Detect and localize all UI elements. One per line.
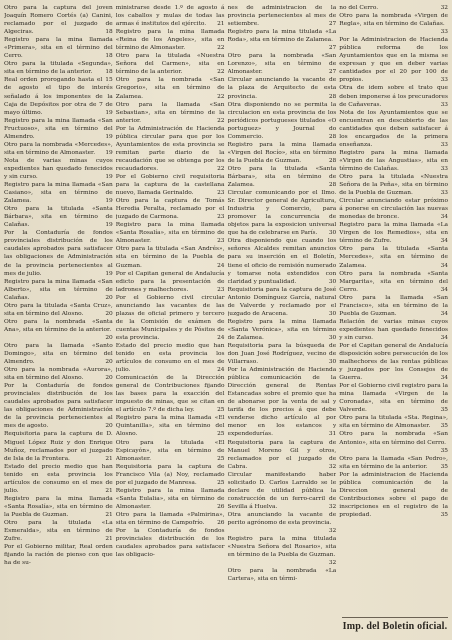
index-entry-page-number: 28 (328, 93, 337, 100)
index-entry-page-number: 34 (440, 262, 448, 269)
index-entry-page-number: 21 (105, 487, 113, 494)
index-entry-text: Otro para la titulada «San Andrés», sita en término de la Puebla de Guzman. (115, 246, 225, 269)
index-entry-text: Otro para la nombrada «Mercedes», sita en término de Almonaster. (4, 141, 113, 156)
index-entry (228, 366, 337, 438)
index-column-4 (339, 4, 448, 636)
index-entry (228, 471, 337, 511)
index-entry-text: Otro para la nombrada «Aurora», sita en término del Alosno. (4, 367, 113, 382)
index-entry (339, 270, 448, 294)
index-entry (116, 4, 225, 28)
index-entry-page-number: 34 (440, 286, 448, 293)
index-entry-page-number: 19 (105, 222, 113, 229)
index-entry (228, 237, 337, 285)
index-entry-page-number: 24 (217, 367, 225, 374)
index-entry-page-number: 23 (217, 286, 225, 293)
index-entry (116, 28, 225, 52)
index-entry-page-number: 33 (440, 29, 448, 36)
index-entry-page-number: 35 (440, 463, 448, 470)
index-entry (228, 189, 337, 237)
index-entry-text: Circular manifestando haber solicitado D. Carlos Larraldo se le declare de utilidad pública la construcción de un ferro-carril de Sevilla á Huelva. (227, 471, 337, 510)
index-entry-text: Otro para la llamada «San Sebastian», sita en término de la anterior. (115, 101, 225, 124)
index-entry-text: Por la Administración de Hacienda pública comunicación de la Dirección general de Rentas Estancadas sobre el premio que ha de abonarse por la venta de sal y tarifa de los precios á que debe venderse dicho artículo al por menor en los estancos y expendedurías. (227, 367, 337, 438)
index-entry-text: Otra disponiendo que cuando los señores Alcaldes remitan anuncios para su inserción en el Boletín, tiene el oficio de remisión numerado y tomarse nota extendidos con claridad y puntualidad. (227, 238, 337, 285)
index-entry (339, 318, 448, 342)
index-entry-page-number: 18 (105, 29, 113, 36)
index-entry (116, 125, 225, 173)
index-entry-text: Por la Contaduría de fondos provinciales distribución de los caudales aprobados para satisfacer las obligacio- (115, 528, 225, 559)
index-entry (228, 141, 337, 165)
index-entry-text: Otro para la titulada «Santa Mercedes», sita en término de Zalamea. (339, 246, 448, 269)
index-entry (116, 173, 225, 197)
index-entry-text: Registro para la mina llamada «El Quintanilla», sita en término del Alosno. (115, 415, 225, 438)
index-entry (228, 101, 337, 141)
index-entry (4, 205, 113, 229)
index-entry-page-number: 18 (105, 53, 113, 60)
index-entry-text: Otro para la llamada «San Francisco», sita en término de la Puebla de Guzman. (339, 294, 448, 317)
index-entry-text: Otro para la llamada «Santo Domingo», sita en término del Almendro. (4, 342, 113, 366)
index-entry-text: Real orden prorogando hasta el 15 de agosto el tipo de interés señalado á los imponentes de la Caja de Depósitos por otra de 7 de mayo último. (4, 77, 113, 116)
index-entry (116, 487, 225, 511)
index-entry (4, 181, 113, 205)
index-entry-page-number: 20 (105, 294, 113, 301)
index-entry-page-number: 19 (105, 270, 113, 277)
index-entry-page-number: 32 (328, 503, 337, 510)
index-entry (339, 471, 448, 519)
index-entry-text: Registro para la mina llamada «Santa Rosalía», sita en término de Almonaster. (115, 222, 225, 245)
index-entry (339, 4, 448, 12)
index-entry-text: Por la Contaduría de fondos provinciales distribución de los caudales aprobados para satisfacer las obligaciones de Administración de la provincia pertenecientes al mes de agosto. (4, 383, 113, 430)
index-entry-page-number: 35 (440, 511, 448, 518)
index-entry-text: Requisitoria para la captura de Francisco Vila (a) Noy, reclamado por el juzgado de Manresa. (115, 463, 225, 486)
index-entry-text: Estado del precio medio que han tenido en esta provincia los artículos de consumo en el mes de julio. (4, 463, 113, 494)
index-entry (339, 221, 448, 245)
index-entry-text: Requisitoria para la captura de D. Miguel López Ruiz y don Enrique Muñoz, reclamados por el juzgado de Isla de la Frontera. (4, 431, 113, 462)
index-entry-page-number: 34 (440, 238, 448, 245)
index-entry (116, 197, 225, 221)
index-entry-text: Otro para la titulada «Segunda», sita en término de la anterior. (4, 61, 113, 76)
index-entry-page-number: 31 (328, 431, 337, 438)
index-entry (339, 382, 448, 414)
index-entry (116, 511, 225, 527)
index-entry-text: Por el Gobierno militar, Real orden fijando la ración de pienso con que ha de su- (4, 544, 113, 567)
index-entry-text: Por el Gobierno civil requisitoria para la captura de la castellana nuevo, llamada Gerinaldo. (115, 173, 225, 197)
index-entry-page-number: 34 (440, 214, 448, 221)
index-entry-page-number: 22 (217, 45, 225, 52)
index-entry (4, 76, 113, 116)
index-entry-text: Circular comunicando por el Ilmo. Sr. Director general de Agricultura, Industria y Comercio, para promover la concurrencia de objetos para la exposicion universal que ha de celebrarse en París. (227, 190, 337, 237)
index-entry (4, 495, 113, 519)
index-entry (4, 430, 113, 462)
index-entry-page-number: 35 (440, 423, 448, 430)
index-entry-page-number: 19 (105, 149, 113, 156)
index-entry-text: Otro para la llamada «San Pedro», sita en término de la anterior. (339, 455, 448, 470)
index-entry-text: Registro para la mina llamada «Reina de los Angeles», sita en término de Almonaster. (115, 29, 225, 52)
index-entry (228, 318, 337, 342)
index-entry (228, 28, 337, 52)
index-entry (228, 286, 337, 318)
index-column-3 (228, 4, 337, 636)
index-entry-text: nes de administracion de la provincia pertenecientes al mes de setiembre. (227, 5, 337, 28)
index-entry-page-number: 25 (217, 407, 225, 414)
index-entry-page-number: 20 (105, 423, 113, 430)
index-entry (4, 141, 113, 157)
index-entry-page-number: 20 (105, 359, 113, 366)
index-entry-page-number: 20 (105, 334, 113, 341)
index-entry (4, 60, 113, 76)
index-entry-page-number: 33 (440, 190, 448, 197)
index-entry-text: Por la Administracion de Hacienda pública reforma de los Ayuntamientos que en la misma se expresan y que en deber varias cantidades por el 20 por 100 de propios. (339, 37, 448, 84)
index-entry-page-number: 34 (440, 310, 448, 317)
index-entry-page-number: 20 (105, 375, 113, 382)
index-entry-page-number: 19 (105, 109, 113, 116)
index-entry (116, 414, 225, 438)
index-entry-page-number: 22 (217, 93, 225, 100)
index-entry-text: Registro para la mina llamada «San Fructuoso», sita en término del Almendro. (4, 117, 113, 140)
index-entry-page-number: 33 (440, 165, 448, 172)
index-entry-text: Por la Contaduría de fondos provinciales distribución de los caudales aprobados para satisfacer las obligaciones de Administración de la provincia pertenecientes al mes de julio. (4, 230, 113, 277)
index-entry-text: Otra disponiendo no se permita la circulacion en esta provincia de los periódicos portugueses titulados «O portuguez» y Journal do Commercio. (227, 101, 337, 140)
index-entry-page-number: 33 (440, 141, 448, 148)
index-entry-page-number: 22 (217, 117, 225, 124)
index-entry-text: Por el Capitan general de Andalucía edicto para la presentación de ladrones y malhechores. (115, 270, 225, 293)
index-entry-text: Por el Gobierno civil circular anunciando las vacantes de las plazas de oficial primero y tercero de la Comisión de exámen de cuentas Municipales y de Pósitos de esta provincia. (115, 294, 225, 341)
index-entry (116, 527, 225, 559)
index-entry-text: Requisitoria para la búsqueda de don Juan José Rodríguez, vecino de Villarraso. (227, 342, 337, 366)
index-entry-page-number: 21 (105, 511, 113, 518)
index-entry-page-number: 26 (217, 503, 225, 510)
index-entry-text: Estado del precio medio que han tenido en esta provincia los artículos de consumo en el mes de julio. (115, 342, 225, 374)
index-entry-text: Registro para la mina llamada «Santa Verónica», sita en término de Zalamea. (227, 318, 337, 341)
index-entry-text: Registro para la mina llamada «Virgen del Rocío», sita en término de la Puebla de Guzman. (227, 141, 337, 164)
index-entry (339, 12, 448, 36)
index-entry-text: Registro para la mina llamada «Santa Rosalía», sita en término de la Puebla de Guzman. (4, 495, 113, 518)
index-entry-text: Otro para la captura de Tomás Heredia Peralta, reclamado por el juzgado de Carmona. (115, 198, 225, 221)
index-entry-page-number: 21 (105, 536, 113, 543)
index-entry (116, 221, 225, 245)
index-entry-page-number: 19 (105, 198, 113, 205)
index-entry (228, 4, 337, 28)
index-entry (339, 342, 448, 382)
index-entry-text: Otro para la nombrada «San Antonio», sita en término del Cerro. (339, 431, 448, 446)
index-entry (228, 535, 337, 567)
index-entry-text: Otro para la nombrada «San Lorenzo», sita en término de Almonaster. (227, 53, 337, 76)
index-entry-text: Otro para la nombrada «La Cartera», sita en térmi- (227, 568, 337, 583)
index-entry-text: Otra anunciando la vacante de perito agrónomo de esta provincia. (227, 511, 337, 526)
index-entry-page-number: 28 (328, 157, 337, 164)
index-entry (4, 117, 113, 141)
index-entry (4, 543, 113, 567)
index-entry-text: Otro para la titulada «El Espicayón», sita en término de Almonaster. (115, 439, 225, 462)
index-entry (116, 439, 225, 463)
index-entry (339, 245, 448, 269)
index-entry-page-number: 25 (217, 479, 225, 486)
index-entry-text: Otro para la nombrada «Santa Margarita», sita en término del Cerro. (339, 270, 448, 293)
printer-imprint: Imp. del Boletin oficial. (342, 617, 448, 632)
index-entry-text: Otro para la nombrada «San Gregorio», sita en término de Zalamea. (115, 77, 225, 100)
index-entry (4, 318, 113, 342)
index-entry-page-number: 30 (328, 359, 337, 366)
index-entry-page-number: 32 (328, 463, 337, 470)
index-entry (116, 270, 225, 294)
index-entry-page-number: 34 (440, 375, 448, 382)
index-entry-page-number: 25 (217, 431, 225, 438)
index-entry-text: Registro para la mina titulada «La Roda», sita en término de Zalamea. (227, 29, 337, 44)
index-entry-text: Registro para la mina llamada «San Casiano», sita en término de Zalamea. (4, 182, 113, 205)
index-entry-page-number: 19 (105, 133, 113, 140)
index-entry-text: Otro para la nombrada «Virgen de Regla», sita en término de Calañas. (339, 13, 448, 28)
index-entry-page-number: 32 (440, 5, 448, 11)
index-entry (339, 455, 448, 471)
index-entry-page-number: 28 (328, 182, 337, 189)
index-entry (4, 382, 113, 430)
index-entry (339, 197, 448, 221)
index-entry-text: Comunicación de la Dirección general de Contribuciones fijando las bases para la exacción del impuesto de minas, que se citan en el artículo 7.º de dicha ley. (115, 375, 225, 414)
index-entry-text: Por la Administración de Hacienda pública circular para que por los Ayuntamientos de esta provincia se remitan parte diario de la recaudación que se obtenga por los recaudadores. (115, 125, 225, 172)
index-entry (339, 149, 448, 173)
index-entry-page-number: 32 (328, 528, 337, 535)
index-column-1 (4, 4, 113, 636)
index-entry-text: Otro para la llamada «Palmirina», sita en término de Campofrío. (115, 511, 225, 526)
index-entry-text: Otro para la titulada «Santa Bárbara», sita en término de Calañas. (4, 206, 113, 229)
index-entry-text: ministrarse desde 1.º de agosto á los caballos y mulas de todas las armas é institutos del ejército. (115, 5, 225, 28)
index-entry (228, 165, 337, 189)
index-entry (4, 278, 113, 302)
index-entry-text: Registro para la mina llamada «Virgen de las Angustias», sita en término de Calañas. (339, 149, 448, 172)
index-entry (4, 4, 113, 36)
index-entry (4, 157, 113, 181)
index-entry (4, 342, 113, 366)
index-entry-page-number: 23 (217, 190, 225, 197)
index-entry-text: Otro para la nombrada «Santa Ana», sita en término de la anterior. (4, 318, 113, 333)
index-entry-page-number: 20 (105, 310, 113, 317)
index-entry-text: Otra de idem sobre el trato que deben imponerse á los precuradores de Cañaveras. (339, 85, 448, 108)
index-entry (4, 366, 113, 382)
index-entry (4, 302, 113, 318)
index-entry-text: Por el Capitan general de Andalucía disposición sobre persecución de los malhechores de las rentas públicas y juzgados por los Consejos de Guerra. (339, 342, 448, 382)
index-entry (339, 414, 448, 430)
index-entry-page-number: 30 (328, 334, 337, 341)
index-entry (228, 439, 337, 471)
index-entry (116, 374, 225, 414)
index-entry (116, 342, 225, 374)
index-entry-page-number: 23 (217, 238, 225, 245)
index-columns (4, 4, 448, 636)
index-entry-page-number: 26 (217, 520, 225, 526)
index-entry (339, 84, 448, 108)
index-entry-text: Requisitoria para la captura de Manuel Moreno Gil y otros, reclamados por el juzgado de Cabra. (227, 439, 337, 470)
index-entry-text: Registro para la mina titulada «Nuestra Señora del Rosario», sita en término de la Puebla de Guzman. (227, 536, 337, 559)
index-entry-page-number: 30 (328, 278, 337, 285)
index-entry-text: Otro para la titulada «Nuestra Señora del Carmen», sita en término de la anterior. (115, 53, 225, 76)
index-entry (228, 52, 337, 76)
index-entry-text: Registro para la mina llamada «La Virgen de los Remedios», sita en término de Zufre. (339, 222, 448, 245)
index-entry-text: Otro para la titulada «Santa Cruz», sita en término del Alosno. (4, 302, 113, 317)
index-entry-page-number: 34 (440, 334, 448, 341)
index-entry (339, 430, 448, 454)
index-entry-text: Por el Gobierno civil registro para la mina llamada «Virgen de la Coronada», sita en término de Valverde. (339, 383, 448, 414)
index-entry-page-number: 25 (217, 455, 225, 462)
index-entry-text: no del Cerro. (339, 5, 379, 11)
index-entry-text: Por la administracion de Hacienda pública comunicación de la Direccion general de Contribuciones sobre el pago de inscripciones en el registro de la propiedad. (339, 471, 448, 518)
index-entry (116, 76, 225, 100)
index-entry (4, 36, 113, 60)
index-entry-page-number: 28 (328, 133, 337, 140)
index-entry-page-number: 27 (328, 69, 337, 76)
index-entry-text: Otro para la titulada «Nuestra Señora de la Peña», sita en término de la Puebla de Guzman. (339, 173, 448, 197)
index-entry (4, 519, 113, 543)
index-entry (116, 101, 225, 125)
index-entry-page-number: 35 (440, 447, 448, 454)
index-entry-text: Registro para la mina llamada «San Alberto», sita en término de Calañas. (4, 278, 113, 301)
index-entry-text: Registro para la mina llamada «Primera», sita en el término del Cerro. (4, 37, 113, 60)
index-entry (116, 463, 225, 487)
index-entry-page-number: 24 (217, 262, 225, 269)
index-entry-page-number: 32 (328, 560, 337, 567)
index-entry-page-number: 22 (217, 69, 225, 76)
index-entry-text: Requisitoria para la captura de José Antonio Domínguez García, natural de Valverde y reclamado por el juzgado de Aracena. (227, 286, 337, 317)
index-entry-page-number: 23 (217, 214, 225, 221)
index-entry (116, 52, 225, 76)
index-entry-page-number: 18 (105, 69, 113, 76)
index-entry-page-number: 22 (217, 165, 225, 172)
index-entry-text: Otro para la titulada «Santa Bárbara», sita en término de Zalamea. (227, 165, 337, 189)
index-entry (228, 76, 337, 100)
index-column-2 (116, 4, 225, 636)
index-entry-text: Circular anunciando estar próximo á ponerse en circulación las nuevas monedas de bronce. (339, 198, 448, 221)
index-entry-text: Nota de los Ayuntamientos que se encuentran en descubierto de las cantidades que deben satisfacer á los encargados de la primera enseñanza. (339, 109, 448, 148)
index-entry-page-number: 21 (105, 455, 113, 462)
index-entry-page-number: 30 (328, 310, 337, 317)
index-entry (339, 36, 448, 84)
index-entry-page-number: 35 (440, 407, 448, 414)
index-entry (228, 567, 337, 583)
index-entry (339, 109, 448, 149)
index-entry-page-number: 33 (440, 101, 448, 108)
index-entry (228, 342, 337, 366)
index-entry (4, 229, 113, 277)
index-entry-page-number: 21 (217, 21, 225, 28)
index-entry (116, 245, 225, 269)
index-entry-page-number: 19 (105, 173, 113, 180)
index-entry-text: Otro para la titulada «La Esmeralda», sita en término de Zufre. (4, 520, 113, 543)
index-entry (4, 463, 113, 495)
index-entry-text: Nota de varias minas cuyos expedientes han quedado fenecidos y sin curso. (4, 157, 113, 180)
index-entry-text: Otro para la captura del joven Joaquín Romero Cortés (a) Canini, reclamado por el juzgado de Algeciras. (4, 5, 113, 36)
index-entry (339, 294, 448, 318)
index-entry-page-number: 27 (328, 21, 337, 28)
index-entry-page-number: 30 (328, 230, 337, 237)
index-entry-text: Circular anunciando la vacante de la plaza de Arquitecto de esta provincia. (227, 77, 337, 100)
index-entry-page-number: 33 (440, 77, 448, 84)
index-entry-text: Registro para la mina llamada «Santa Eulalia», sita en término de Almonaster. (115, 487, 225, 510)
index-entry-page-number: 24 (217, 334, 225, 341)
index-entry (339, 173, 448, 197)
index-entry-page-number: 27 (328, 45, 337, 52)
index-entry (228, 511, 337, 535)
index-entry-text: Relación de varias minas cuyos expedientes han quedado fenecidos y sin curso. (339, 318, 448, 341)
index-entry (116, 294, 225, 342)
index-entry-text: Otro para la titulada «Sta. Regina», sita en término de Almonaster. (339, 415, 448, 430)
